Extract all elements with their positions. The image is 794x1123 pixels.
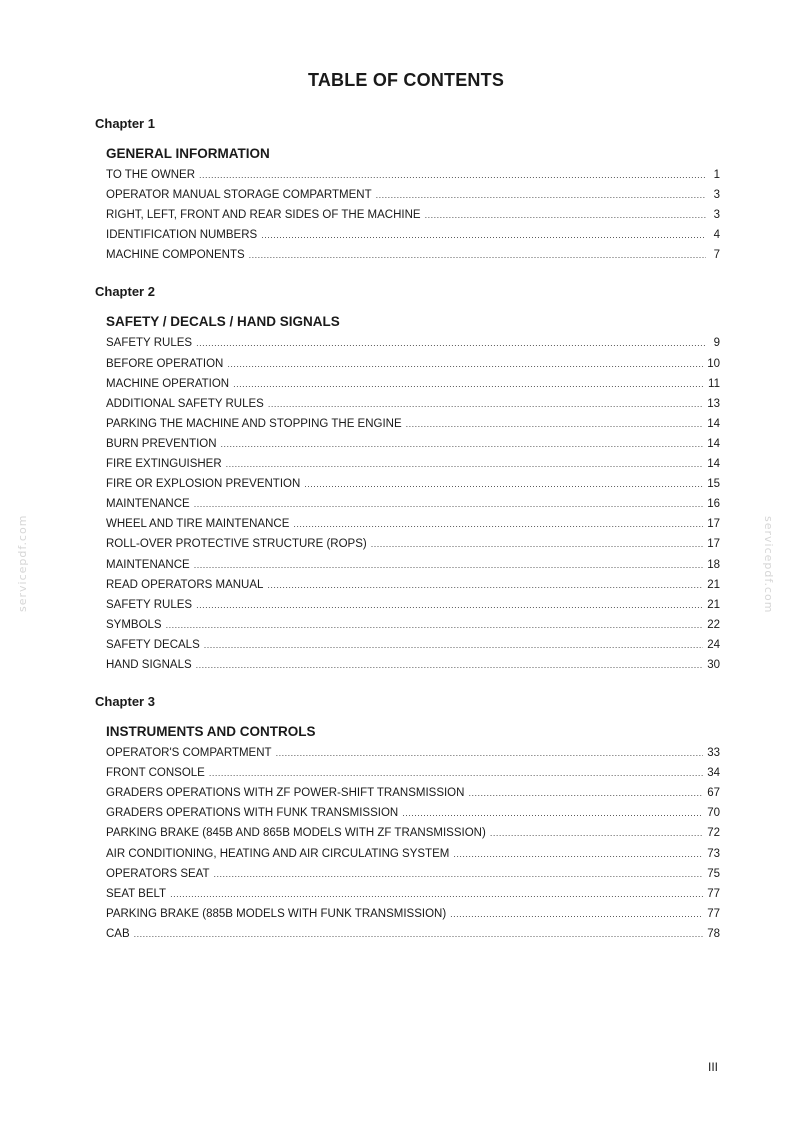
toc-entry-page: 77: [707, 907, 720, 920]
toc-entry[interactable]: [106, 595, 720, 615]
dot-leader: [371, 534, 704, 554]
chapter-gap: [95, 713, 720, 719]
toc-entry-page: 17: [707, 518, 720, 531]
dot-leader: [261, 225, 706, 245]
toc-entry-label: ROLL-OVER PROTECTIVE STRUCTURE (ROPS): [106, 538, 367, 551]
toc-entry-label: TO THE OWNER: [106, 169, 196, 181]
toc-entry-page: 75: [707, 867, 720, 880]
dot-leader: [425, 205, 706, 225]
toc-entry-page: 73: [707, 847, 720, 860]
toc-entry[interactable]: [106, 534, 720, 554]
toc-entry-label: MAINTENANCE: [106, 498, 190, 511]
toc-entry-label: OPERATORS SEAT: [106, 867, 210, 880]
toc-entry-page: 10: [707, 357, 720, 370]
dot-leader: [196, 595, 703, 615]
toc-entry[interactable]: [106, 823, 720, 843]
toc-entry-label: WHEEL AND TIRE MAINTENANCE: [106, 518, 290, 531]
dot-leader: [226, 454, 704, 474]
dot-leader: [170, 884, 703, 904]
chapter-label: Chapter 3: [95, 694, 155, 710]
toc-entry[interactable]: [106, 374, 720, 394]
dot-leader: [233, 374, 704, 394]
dot-leader: [196, 333, 706, 353]
toc-entry[interactable]: [106, 333, 720, 353]
toc-entry-page: 17: [707, 538, 720, 551]
toc-entry-page: 14: [707, 458, 720, 471]
toc-entry-page: 9: [713, 337, 720, 350]
toc-entry[interactable]: [106, 864, 720, 884]
toc-entry[interactable]: [106, 354, 720, 374]
toc-entry-label: SAFETY RULES: [106, 598, 193, 611]
dot-leader: [196, 655, 704, 675]
toc-entry-label: OPERATOR'S COMPARTMENT: [106, 747, 272, 760]
toc-entry-label: BURN PREVENTION: [106, 437, 217, 450]
toc-entry-page: 13: [707, 397, 720, 410]
toc-entry-label: MACHINE OPERATION: [106, 377, 230, 390]
toc-entry[interactable]: [106, 615, 720, 635]
toc-entry[interactable]: [106, 655, 720, 675]
toc-entry-label: AIR CONDITIONING, HEATING AND AIR CIRCULATING SYSTEM: [106, 847, 450, 860]
dot-leader: [468, 783, 703, 803]
toc-entry-page: 77: [707, 887, 720, 900]
dot-leader: [450, 904, 703, 924]
dot-leader: [402, 803, 703, 823]
section-title: SAFETY / DECALS / HAND SIGNALS: [106, 314, 340, 330]
toc-entry[interactable]: [106, 514, 720, 534]
toc-entry-list: [106, 165, 720, 265]
toc-entry-page: 22: [707, 618, 720, 631]
toc-entry-label: FRONT CONSOLE: [106, 767, 205, 780]
toc-entry-page: 11: [708, 377, 720, 390]
dot-leader: [453, 844, 703, 864]
toc-entry[interactable]: [106, 245, 720, 265]
dot-leader: [376, 185, 706, 205]
toc-entry-label: READ OPERATORS MANUAL: [106, 578, 264, 591]
toc-entry[interactable]: [106, 394, 720, 414]
toc-entry-page: 3: [713, 189, 720, 202]
toc-entry-label: SAFETY DECALS: [106, 638, 200, 651]
toc-entry[interactable]: [106, 783, 720, 803]
toc-entry-page: 33: [707, 747, 720, 760]
toc-entry[interactable]: [106, 494, 720, 514]
toc-entry-page: 18: [707, 558, 720, 571]
dot-leader: [134, 924, 704, 944]
toc-entry-page: 3: [713, 209, 720, 222]
toc-entry[interactable]: [106, 575, 720, 595]
chapter-spacer: [95, 265, 720, 281]
dot-leader: [304, 474, 703, 494]
toc-entry-label: PARKING BRAKE (845B AND 865B MODELS WITH ZF TRANSMISSION): [106, 827, 486, 840]
chapter-spacer: [95, 675, 720, 691]
toc-entry-label: CAB: [106, 927, 130, 940]
toc-entry-page: 4: [713, 229, 720, 242]
toc-entry-label: GRADERS OPERATIONS WITH ZF POWER-SHIFT TRANSMISSION: [106, 787, 465, 800]
toc-entry-page: 14: [707, 437, 720, 450]
toc-entry-page: 15: [707, 478, 720, 491]
toc-entry-label: PARKING BRAKE (885B MODELS WITH FUNK TRANSMISSION): [106, 907, 447, 920]
dot-leader: [276, 743, 704, 763]
toc-entry[interactable]: [106, 434, 720, 454]
dot-leader: [249, 245, 706, 265]
dot-leader: [490, 823, 703, 843]
toc-entry-label: MACHINE COMPONENTS: [106, 249, 245, 262]
toc-entry-label: FIRE OR EXPLOSION PREVENTION: [106, 478, 301, 491]
section-title: INSTRUMENTS AND CONTROLS: [106, 724, 316, 740]
dot-leader: [267, 575, 703, 595]
chapter-label: Chapter 2: [95, 284, 155, 300]
dot-leader: [204, 635, 703, 655]
toc-entry[interactable]: [106, 844, 720, 864]
dot-leader: [214, 864, 704, 884]
page-number: III: [708, 1060, 719, 1074]
toc-entry-label: RIGHT, LEFT, FRONT AND REAR SIDES OF THE MACHINE: [106, 209, 421, 222]
toc-entry-page: 21: [707, 598, 720, 611]
dot-leader: [221, 434, 704, 454]
page-title: TABLE OF CONTENTS: [307, 70, 505, 90]
toc-entry-label: HAND SIGNALS: [106, 658, 192, 671]
toc-entry-label: PARKING THE MACHINE AND STOPPING THE ENGINE: [106, 417, 402, 430]
toc-entry[interactable]: [106, 924, 720, 944]
toc-entry-label: SAFETY RULES: [106, 337, 193, 350]
toc-entry-label: IDENTIFICATION NUMBERS: [106, 229, 258, 242]
dot-leader: [268, 394, 703, 414]
toc-entry[interactable]: [106, 225, 720, 245]
dot-leader: [194, 494, 704, 514]
toc-entry-page: 16: [707, 498, 720, 511]
toc-entry[interactable]: [106, 555, 720, 575]
watermark-right: servicepdf.com: [762, 516, 775, 614]
toc-entry-page: 1: [713, 169, 720, 181]
toc-entry[interactable]: [106, 414, 720, 434]
chapter-gap: [95, 303, 720, 309]
toc-entry[interactable]: [106, 635, 720, 655]
dot-leader: [199, 165, 706, 185]
dot-leader: [166, 615, 704, 635]
toc-entry-label: OPERATOR MANUAL STORAGE COMPARTMENT: [106, 189, 372, 202]
toc-entry[interactable]: [106, 763, 720, 783]
toc-entry-page: 78: [707, 927, 720, 940]
toc-entry-page: 67: [707, 787, 720, 800]
toc-entry[interactable]: [106, 205, 720, 225]
toc-entry-page: 24: [707, 638, 720, 651]
toc-entry-label: SEAT BELT: [106, 887, 167, 900]
dot-leader: [194, 555, 704, 575]
toc-entry-list: [106, 743, 720, 944]
dot-leader: [406, 414, 704, 434]
toc-entry-label: FIRE EXTINGUISHER: [106, 458, 222, 471]
toc-entry-label: GRADERS OPERATIONS WITH FUNK TRANSMISSION: [106, 807, 399, 820]
toc-entry-page: 34: [707, 767, 720, 780]
toc-entry-label: MAINTENANCE: [106, 558, 190, 571]
toc-entry-label: BEFORE OPERATION: [106, 357, 224, 370]
chapter-label: Chapter 1: [95, 116, 155, 131]
toc-entry[interactable]: [106, 185, 720, 205]
toc-entry-page: 14: [707, 417, 720, 430]
toc-entry[interactable]: [106, 474, 720, 494]
dot-leader: [209, 763, 703, 783]
toc-entry[interactable]: [106, 884, 720, 904]
toc-entry[interactable]: [106, 165, 720, 185]
toc-entry-page: 7: [713, 249, 720, 262]
toc-entry-label: SYMBOLS: [106, 618, 162, 631]
toc-entry-page: 21: [707, 578, 720, 591]
toc-entry-page: 70: [707, 807, 720, 820]
table-of-contents: [95, 113, 720, 944]
toc-entry-page: 30: [707, 658, 720, 671]
toc-entry-list: [106, 333, 720, 675]
toc-entry[interactable]: [106, 803, 720, 823]
chapter-gap: [95, 135, 720, 141]
dot-leader: [293, 514, 703, 534]
toc-entry[interactable]: [106, 743, 720, 763]
section-title: GENERAL INFORMATION: [106, 146, 270, 161]
toc-entry[interactable]: [106, 904, 720, 924]
dot-leader: [227, 354, 703, 374]
toc-entry-label: ADDITIONAL SAFETY RULES: [106, 397, 264, 410]
watermark-left: servicepdf.com: [16, 514, 29, 612]
toc-entry[interactable]: [106, 454, 720, 474]
toc-entry-page: 72: [707, 827, 720, 840]
